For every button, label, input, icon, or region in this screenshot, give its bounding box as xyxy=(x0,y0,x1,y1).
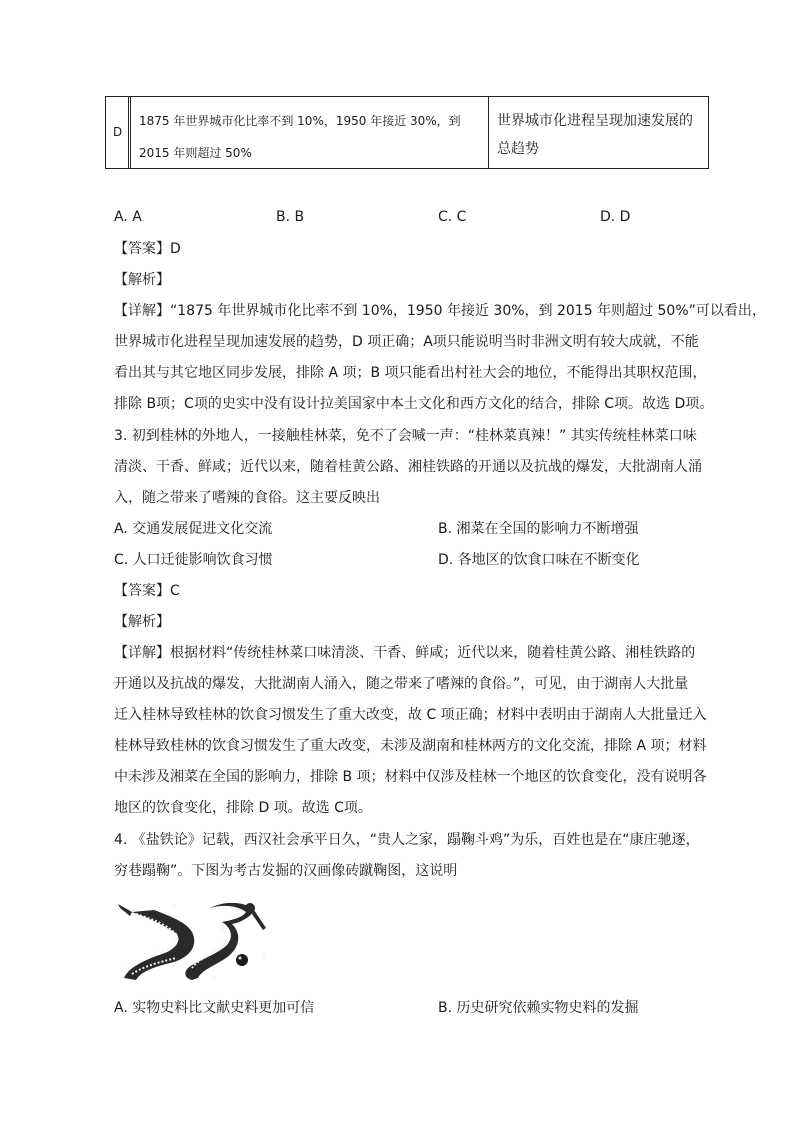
q4-option-b: B. 历史研究依赖实物史料的发掘 xyxy=(438,1000,639,1016)
fact-text: 1875 年世界城市化比率不到 10%，1950 年接近 30%，到 2015 年则超过 50% xyxy=(139,114,461,160)
row-letter: D xyxy=(113,125,123,139)
q2-answer: 【答案】D xyxy=(114,241,181,257)
q4-stem-line: 4. 《盐铁论》记载，西汉社会承平日久，“贵人之家，蹋鞠斗鸡”为乐，百姓也是在“康庄驰逐， xyxy=(114,832,700,848)
q2-analysis-line: 排除 B项；C项的史实中没有设计拉美国家中本土文化和西方文化的结合，排除 C项。故选 D项。 xyxy=(114,396,714,412)
q3-analysis-line: 迁入桂林导致桂林的饮食习惯发生了重大改变，故 C 项正确；材料中表明由于湖南人大批量迁入 xyxy=(114,707,707,723)
q3-analysis-heading: 【解析】 xyxy=(114,614,170,630)
q3-option-d: D. 各地区的饮食口味在不断变化 xyxy=(438,552,640,568)
q3-analysis-line: 中未涉及湘菜在全国的影响力，排除 B 项；材料中仅涉及桂林一个地区的饮食变化，没有说明各 xyxy=(114,769,707,785)
q3-analysis-line: 桂林导致桂林的饮食习惯发生了重大改变，未涉及湖南和桂林两方的文化交流，排除 A 项；材料 xyxy=(114,738,707,754)
q3-stem-line: 入，随之带来了嗜辣的食俗。这主要反映出 xyxy=(114,490,380,506)
q2-option-c: C. C xyxy=(438,209,467,225)
comparison-table-row-d xyxy=(105,96,709,169)
q3-stem-line: 清淡、干香、鲜咸；近代以来，随着桂黄公路、湘桂铁路的开通以及抗战的爆发，大批湖南人涌 xyxy=(114,459,702,475)
q3-stem-line: 3. 初到桂林的外地人，一接触桂林菜，免不了会喊一声：“桂林菜真辣！” 其实传统桂林菜口味 xyxy=(114,428,697,444)
q3-option-b: B. 湘菜在全国的影响力不断增强 xyxy=(438,521,639,537)
q3-analysis-line: 地区的饮食变化，排除 D 项。故选 C项。 xyxy=(114,800,372,816)
q3-analysis-line: 开通以及抗战的爆发，大批湖南人涌入，随之带来了嗜辣的食俗。”，可见，由于湖南人大批量 xyxy=(114,676,689,692)
q2-analysis-line: 世界城市化进程呈现加速发展的趋势，D 项正确；A项只能说明当时非洲文明有较大成就，不能 xyxy=(114,334,699,350)
q3-option-a: A. 交通发展促进文化交流 xyxy=(114,521,273,537)
conclusion-cell xyxy=(489,97,708,168)
q2-option-a: A. A xyxy=(114,209,142,225)
q4-option-a: A. 实物史料比文献史料更加可信 xyxy=(114,1000,315,1016)
row-letter-cell xyxy=(106,97,129,168)
q3-option-c: C. 人口迁徙影响饮食习惯 xyxy=(114,552,273,568)
q2-analysis-heading: 【解析】 xyxy=(114,272,170,288)
q2-analysis-line: 【详解】“1875 年世界城市化比率不到 10%，1950 年接近 30%，到 2015 年则超过 50%”可以看出， xyxy=(114,303,766,319)
q4-stem-line: 穷巷蹋鞠”。下图为考古发掘的汉画像砖蹴鞠图，这说明 xyxy=(114,863,458,879)
q3-answer: 【答案】C xyxy=(114,583,180,599)
conclusion-text: 世界城市化进程呈现加速发展的总趋势 xyxy=(497,113,693,157)
fact-cell xyxy=(131,97,489,168)
cuju-brick-relief-image xyxy=(114,898,274,984)
q2-analysis-line: 看出其与其它地区同步发展，排除 A 项；B 项只能看出村社大会的地位，不能得出其职权范围， xyxy=(114,365,707,381)
q2-option-b: B. B xyxy=(276,209,305,225)
q3-analysis-line: 【详解】根据材料“传统桂林菜口味清淡、干香、鲜咸；近代以来，随着桂黄公路、湘桂铁路的 xyxy=(114,645,696,661)
q2-option-d: D. D xyxy=(600,209,631,225)
